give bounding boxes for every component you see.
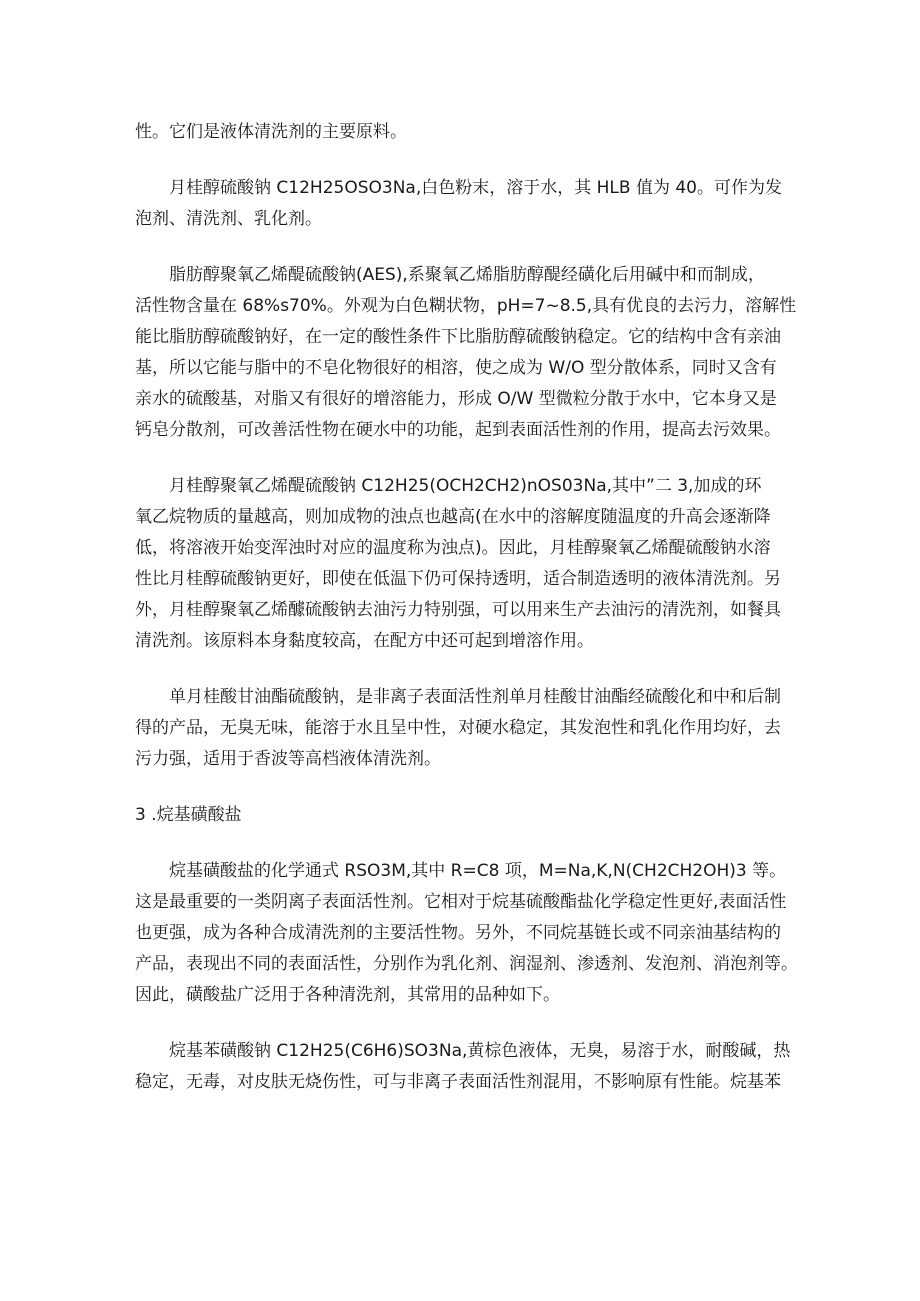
text-line: 稳定，无毒，对皮肤无烧伤性，可与非离子表面活性剂混用，不影响原有性能。烷基苯 [135,1072,781,1092]
text-line: 这是最重要的一类阴离子表面活性剂。它相对于烷基硫酸酯盐化学稳定性更好,表面活性 [135,892,787,912]
text-line: 月桂醇硫酸钠 C12H25OSO3Na,白色粉末，溶于水，其 HLB 值为 40。可作为发 [169,178,782,198]
text-line: 活性物含量在 68%s70%。外观为白色糊状物，pH=7~8.5,具有优良的去污力，溶解性 [135,296,797,316]
text-line: 亲水的硫酸基，对脂又有很好的增溶能力，形成 O/W 型微粒分散于水中，它本身又是 [135,389,777,409]
document-body [135,117,805,1123]
text-line: 基，所以它能与脂中的不皂化物很好的相溶，使之成为 W/O 型分散体系，同时又含有 [135,358,777,378]
text-line: 单月桂酸甘油酯硫酸钠，是非离子表面活性剂单月桂酸甘油酯经硫酸化和中和后制 [169,687,781,707]
paragraph-glyceride-sulfate [135,682,805,775]
text-line: 外，月桂醇聚氧乙烯醵硫酸钠去油污力特别强，可以用来生产去油污的清洗剂，如餐具 [135,600,781,620]
section-heading-text: 3 .烷基磺酸盐 [135,805,242,825]
text-line: 烷基磺酸盐的化学通式 RSO3M,其中 R=C8 项，M=Na,K,N(CH2CH2OH)3 等。 [169,861,787,881]
text-line: 污力强，适用于香波等高档液体清洗剂。 [135,749,441,769]
paragraph-alkylbenzene-sulfonate [135,1036,805,1098]
text-line: 能比脂肪醇硫酸钠好，在一定的酸性条件下比脂肪醇硫酸钠稳定。它的结构中含有亲油 [135,327,781,347]
text-line: 性比月桂醇硫酸钠更好，即使在低温下仍可保持透明，适合制造透明的液体清洗剂。另 [135,569,781,589]
paragraph-lauryl-ether-sulfate [135,471,805,657]
text-line: 性。它们是液体清洗剂的主要原料。 [135,122,407,142]
text-line: 氧乙烷物质的量越高，则加成物的浊点也越高(在水中的溶解度随温度的升高会逐渐降 [135,507,771,527]
paragraph-continuation [135,117,805,148]
paragraph-lauryl-sulfate [135,173,805,235]
text-line: 泡剂、清洗剂、乳化剂。 [135,209,322,229]
text-line: 也更强，成为各种合成清洗剂的主要活性物。另外，不同烷基链长或不同亲油基结构的 [135,923,781,943]
text-line: 钙皂分散剂，可改善活性物在硬水中的功能，起到表面活性剂的作用，提高去污效果。 [135,420,781,440]
text-line: 脂肪醇聚氧乙烯醍硫酸钠(AES),系聚氧乙烯脂肪醇醍经磺化后用碱中和而制成， [169,265,765,285]
text-line: 低，将溶液开始变浑浊时对应的温度称为浊点)。因此，月桂醇聚氧乙烯醍硫酸钠水溶 [135,538,771,558]
text-line: 得的产品，无臭无味，能溶于水且呈中性，对硬水稳定，其发泡性和乳化作用均好，去 [135,718,781,738]
text-line: 因此，磺酸盐广泛用于各种清洗剂，其常用的品种如下。 [135,985,560,1005]
section-heading [135,800,805,831]
text-line: 清洗剂。该原料本身黏度较高，在配方中还可起到增溶作用。 [135,631,594,651]
text-line: 产品，表现出不同的表面活性，分别作为乳化剂、润湿剂、渗透剂、发泡剂、消泡剂等。 [135,954,798,974]
paragraph-aes [135,260,805,446]
paragraph-alkyl-sulfonate [135,856,805,1011]
text-line: 烷基苯磺酸钠 C12H25(C6H6)SO3Na,黄棕色液体，无臭，易溶于水，耐酸碱，热 [169,1041,791,1061]
text-line: 月桂醇聚氧乙烯醍硫酸钠 C12H25(OCH2CH2)nOS03Na,其中”二 3,加成的环 [169,476,762,496]
